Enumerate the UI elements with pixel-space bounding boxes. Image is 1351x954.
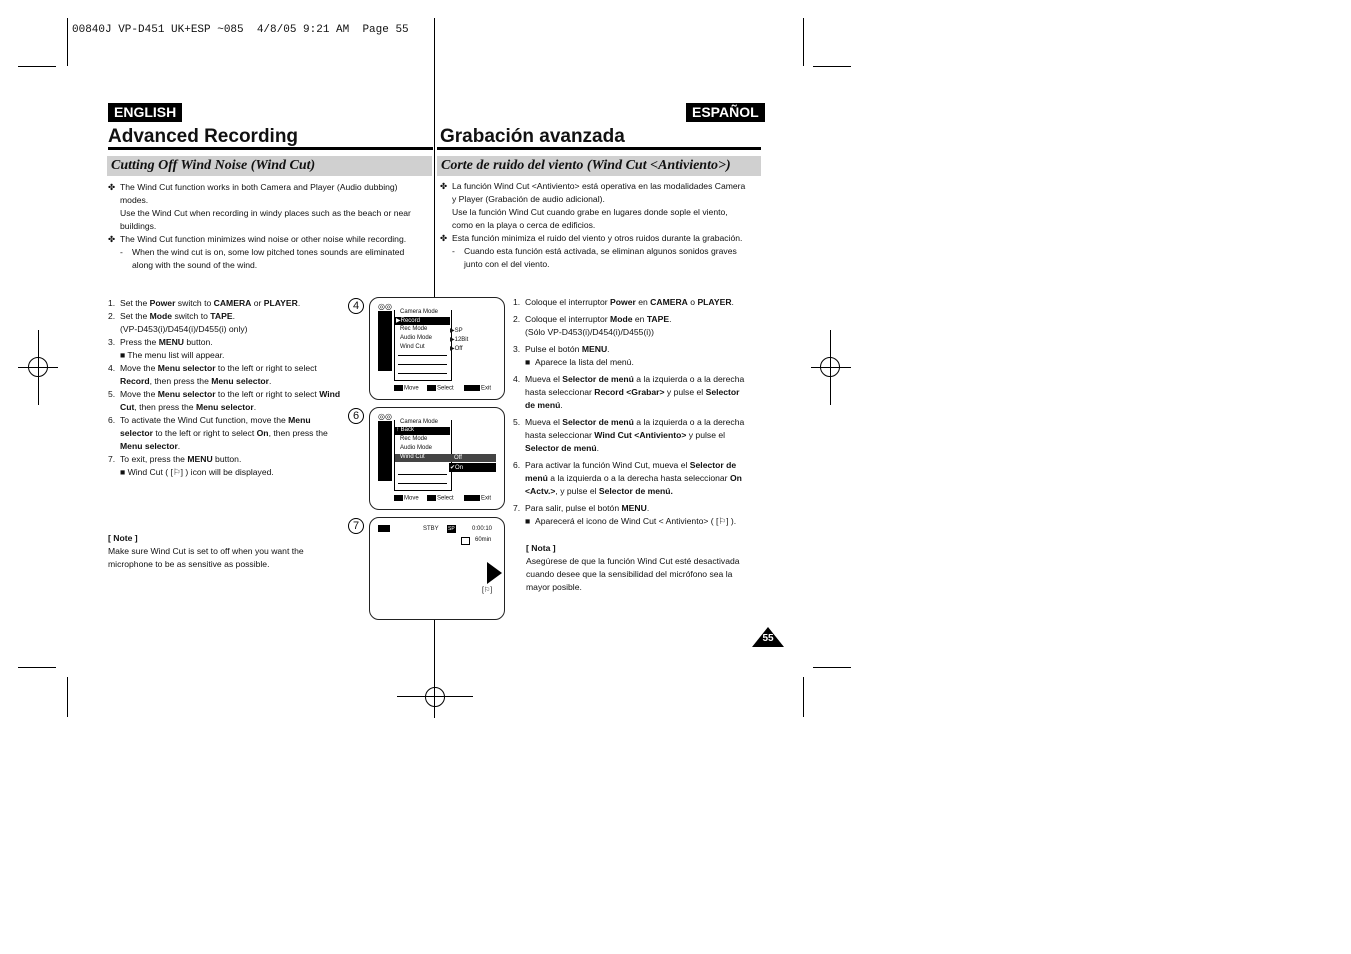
intro-bullet: ✤ The Wind Cut function minimizes wind noise or other noise while recording.	[108, 234, 407, 244]
step-item	[513, 502, 763, 528]
menu-item-back: ↑ Back	[396, 427, 415, 433]
step-text: Mueva el Selector de menú a la izquierda o a la derecha hasta seleccionar Wind Cut <Antiviento> y pulse el Selector de menú.	[525, 417, 745, 453]
footer-move: Move	[394, 385, 419, 392]
move-icon	[394, 385, 403, 391]
section-subtitle: Corte de ruido del viento (Wind Cut <Antiviento>)	[441, 158, 731, 173]
note-title: [ Note ]	[108, 533, 138, 543]
title-rule	[437, 147, 761, 150]
battery-icon	[378, 525, 390, 532]
step-text: To exit, press the MENU button. ■ Wind Cut ( [⚐] ) icon will be displayed.	[120, 454, 274, 477]
step-number: 2.	[513, 314, 521, 324]
title-rule	[108, 147, 433, 150]
intro-bullet: ✤ The Wind Cut function works in both Camera and Player (Audio dubbing) modes. Use the Wind Cut when recording in windy places such as the beach or near buildings.	[108, 182, 411, 231]
step-item	[108, 297, 358, 310]
subtitle-bar-english	[107, 156, 432, 176]
steps-espanol	[513, 296, 763, 532]
play-indicator-icon	[487, 562, 502, 584]
note-line: Make sure Wind Cut is set to off when you want the	[108, 546, 304, 556]
step-item	[513, 373, 763, 412]
crop-mark	[18, 66, 56, 67]
step-item	[513, 296, 763, 309]
step-item	[513, 343, 763, 369]
step-number: 1.	[513, 297, 521, 307]
step-number: 3.	[108, 337, 116, 347]
select-icon	[427, 385, 436, 391]
crop-mark	[813, 667, 851, 668]
step-item	[108, 388, 358, 414]
step-item	[108, 453, 358, 479]
english-label: ENGLISH	[108, 103, 182, 122]
viewfinder-screen-step-7	[369, 517, 505, 620]
intro-dash-item: - When the wind cut is on, some low pitched tones sounds are eliminated along with the sound of the wind.	[120, 247, 405, 270]
option-on: ✔On	[450, 465, 464, 471]
step-number: 7.	[108, 454, 116, 464]
note-title: [ Nota ]	[526, 543, 556, 553]
step-item	[513, 313, 763, 339]
intro-bullet: ✤ La función Wind Cut <Antiviento> está operativa en las modalidades Camera y Player (Grabación de audio adicional). Use la función Wind Cut cuando grabe en lugares donde sople el viento, como en la playa o cerca de edificios.	[440, 181, 746, 230]
step-text: Pulse el botón MENU. ■ Aparece la lista del menú.	[525, 344, 634, 367]
menu-item-wind-cut: Wind Cut	[400, 454, 425, 460]
value-sp: ▶SP	[450, 328, 463, 334]
step-text: Para salir, pulse el botón MENU. ■ Aparecerá el icono de Wind Cut < Antiviento> ( [⚐] ).	[525, 503, 737, 526]
select-icon	[427, 495, 436, 501]
registration-mark	[28, 357, 48, 377]
menu-item-audio-mode: Audio Mode	[400, 335, 433, 341]
menu-divider	[398, 355, 447, 356]
step-item	[513, 416, 763, 455]
camera-tape-icon: ◎◎	[378, 302, 392, 311]
menu-screen-step-6	[369, 407, 505, 510]
menu-icon-strip	[378, 421, 392, 481]
crop-mark	[67, 18, 68, 66]
crop-mark	[813, 66, 851, 67]
step-text: Set the Mode switch to TAPE. (VP-D453(i)/D454(i)/D455(i) only)	[120, 311, 248, 334]
page-number: 55	[762, 633, 774, 644]
menu-header: Camera Mode	[400, 419, 439, 425]
step-number: 5.	[513, 417, 521, 427]
step-number: 5.	[108, 389, 116, 399]
note-line: microphone to be as sensitive as possible.	[108, 559, 270, 569]
footer-select: Select	[427, 385, 454, 392]
espanol-label: ESPAÑOL	[686, 103, 765, 122]
menu-item-record: ▶Record	[396, 318, 420, 324]
step-text: Press the MENU button. ■ The menu list will appear.	[120, 337, 225, 360]
crop-mark	[67, 677, 68, 717]
crop-mark	[803, 18, 804, 66]
status-stby: STBY	[423, 526, 439, 532]
menu-header: Camera Mode	[400, 309, 439, 315]
step-number: 3.	[513, 344, 521, 354]
camera-tape-icon: ◎◎	[378, 412, 392, 421]
step-number: 4.	[108, 363, 116, 373]
step-item	[108, 336, 358, 362]
menu-divider	[398, 483, 447, 484]
menu-item-wind-cut: Wind Cut	[400, 344, 425, 350]
step-4-marker: 4	[348, 298, 364, 314]
note-line: Asegúrese de que la función Wind Cut esté desactivada	[526, 556, 740, 566]
crop-mark	[18, 667, 56, 668]
step-item	[108, 362, 358, 388]
step-number: 7.	[513, 503, 521, 513]
menu-item-rec-mode: Rec Mode	[400, 436, 428, 442]
page-title-espanol: Grabación avanzada	[440, 126, 625, 147]
step-text: Coloque el interruptor Power en CAMERA o PLAYER.	[525, 297, 734, 307]
menu-divider	[398, 474, 447, 475]
footer-move: Move	[394, 495, 419, 502]
registration-mark	[425, 687, 445, 707]
subtitle-bar-espanol	[437, 156, 761, 176]
menu-item-rec-mode: Rec Mode	[400, 326, 428, 332]
step-text: Move the Menu selector to the left or right to select Wind Cut, then press the Menu selector.	[120, 389, 341, 412]
time-counter: 0:00:10	[472, 526, 493, 532]
menu-item-audio-mode: Audio Mode	[400, 445, 433, 451]
menu-key-icon	[464, 495, 480, 501]
step-item	[513, 459, 763, 498]
step-number: 1.	[108, 298, 116, 308]
sp-label: SP	[448, 526, 455, 532]
step-text: Para activar la función Wind Cut, mueva el Selector de menú a la izquierda o a la derecha hasta seleccionar On <Actv.>, y pulse el Selector de menú.	[525, 460, 742, 496]
step-number: 4.	[513, 374, 521, 384]
registration-mark	[820, 357, 840, 377]
move-icon	[394, 495, 403, 501]
center-fold-line	[434, 18, 435, 300]
step-item	[108, 310, 358, 336]
step-6-marker: 6	[348, 408, 364, 424]
intro-bullet: ✤ Esta función minimiza el ruido del viento y otros ruidos durante la grabación.	[440, 233, 743, 243]
note-english	[108, 532, 348, 571]
menu-divider	[398, 364, 447, 365]
intro-dash-item: - Cuando esta función está activada, se eliminan algunos sonidos graves junto con el del viento.	[452, 246, 737, 269]
option-off: Off	[454, 455, 462, 461]
menu-divider	[398, 373, 447, 374]
step-text: Move the Menu selector to the left or right to select Record, then press the Menu selector.	[120, 363, 317, 386]
value-off: ▶Off	[450, 346, 463, 352]
step-number: 6.	[513, 460, 521, 470]
print-header: 00840J VP-D451 UK+ESP ~085 4/8/05 9:21 AM Page 55	[72, 24, 409, 36]
footer-exit: Exit	[464, 385, 491, 392]
crop-mark	[803, 677, 804, 717]
step-text: To activate the Wind Cut function, move the Menu selector to the left or right to select On, then press the Menu selector.	[120, 415, 328, 451]
tape-icon	[461, 537, 470, 545]
value-12bit: ▶12Bit	[450, 337, 469, 343]
steps-english	[108, 297, 358, 479]
step-number: 2.	[108, 311, 116, 321]
section-subtitle: Cutting Off Wind Noise (Wind Cut)	[111, 158, 316, 173]
page-title-english: Advanced Recording	[108, 126, 299, 147]
footer-exit: Exit	[464, 495, 491, 502]
step-item	[108, 414, 358, 453]
menu-key-icon	[464, 385, 480, 391]
menu-screen-step-4	[369, 297, 505, 400]
step-text: Set the Power switch to CAMERA or PLAYER.	[120, 298, 301, 308]
note-espanol	[526, 542, 766, 594]
note-line: mayor posible.	[526, 582, 582, 592]
step-text: Coloque el interruptor Mode en TAPE. (Sólo VP-D453(i)/D454(i)/D455(i))	[525, 314, 672, 337]
note-line: cuando desee que la sensibilidad del micrófono sea la	[526, 569, 733, 579]
footer-select: Select	[427, 495, 454, 502]
tape-remaining: 60min	[475, 537, 492, 543]
menu-icon-strip	[378, 311, 392, 371]
step-7-marker: 7	[348, 518, 364, 534]
step-number: 6.	[108, 415, 116, 425]
intro-espanol	[440, 180, 762, 271]
wind-cut-icon: [⚐]	[482, 587, 493, 594]
step-text: Mueva el Selector de menú a la izquierda o a la derecha hasta seleccionar Record <Grabar> y pulse el Selector de menú.	[525, 374, 745, 410]
intro-english	[108, 181, 430, 272]
